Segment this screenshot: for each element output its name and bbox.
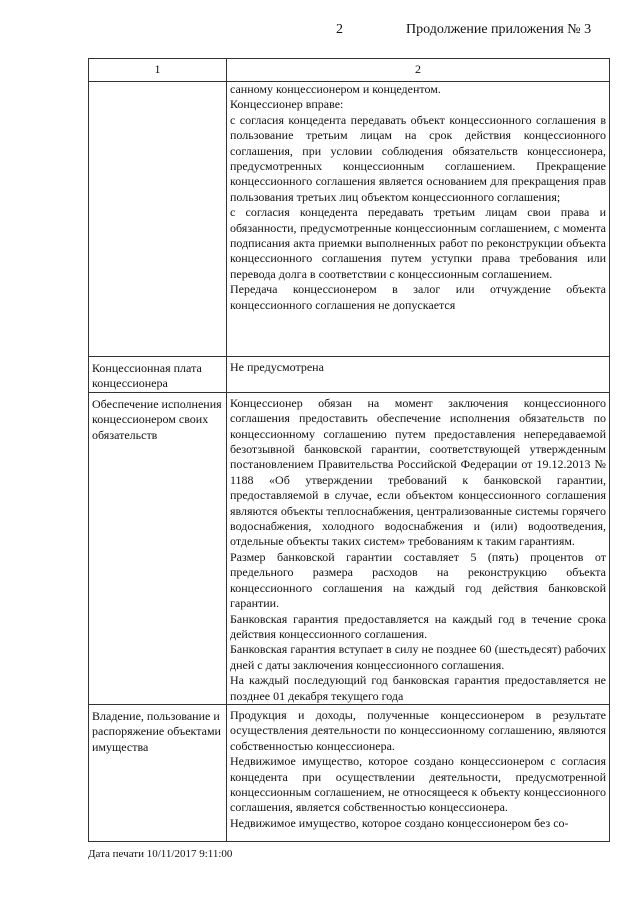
row-label: Обеспечение исполнения концессионером своих обязательств xyxy=(89,392,227,704)
table-row xyxy=(89,704,610,841)
print-date: Дата печати 10/11/2017 9:11:00 xyxy=(88,848,233,860)
paragraph: Не предусмотрена xyxy=(230,360,324,374)
paragraph: Банковская гарантия предоставляется на каждый год в течение срока действия концессионного соглашения. xyxy=(230,611,606,641)
page-number: 2 xyxy=(336,22,343,37)
row-content xyxy=(227,392,610,704)
paragraph: На каждый последующий год банковская гарантия предоставляется не позднее 01 декабря текущего года xyxy=(230,673,606,703)
paragraph: Размер банковской гарантии составляет 5 (пять) процентов от предельного размера расходов на реконструкцию объекта концессионного соглашения на каждый год действия банковской гарантии. xyxy=(230,549,606,611)
paragraph: Продукция и доходы, полученные концессионером в результате осуществления деятельности по концессионному соглашению, являются собственностью концессионера. xyxy=(230,707,606,753)
paragraph: с согласия концедента передавать объект концессионного соглашения в пользование третьим лицам на срок действия концессионного соглашения, при условии соблюдения обязательств концессионера, предусмотренных концессионным соглашением. Прекращение концессионного соглашения является основанием для прекращения прав пользования третьих лиц объектом концессионного соглашения; xyxy=(230,112,606,204)
table-row xyxy=(89,82,610,357)
column-header-1: 1 xyxy=(89,59,227,82)
column-header-2: 2 xyxy=(227,59,610,82)
paragraph: Банковская гарантия вступает в силу не позднее 60 (шестьдесят) рабочих дней с даты заключения концессионного соглашения. xyxy=(230,642,606,672)
paragraph: Концессионер вправе: xyxy=(230,97,344,112)
paragraph: Недвижимое имущество, которое создано концессионером с согласия концедента при осуществлении деятельности, предусмотренной концессионным соглашением, не относящееся к объекту концессионного соглашения, является собственностью концессионера. xyxy=(230,754,606,815)
paragraph: с согласия концедента передавать третьим лицам свои права и обязанности, предусмотренные концессионным соглашением, с момента подписания акта приемки выполненных работ по реконструкции объекта концессионного соглашения путем уступки права требования или перевода долга в соответствии с концессионным соглашением. xyxy=(230,205,606,281)
row-label xyxy=(89,82,227,357)
row-label: Владение, пользование и распоряжение объектами имущества xyxy=(89,704,227,841)
row-label: Концессионная плата концессионера xyxy=(89,357,227,393)
appendix-table xyxy=(88,58,610,842)
appendix-continuation-title: Продолжение приложения № 3 xyxy=(406,22,592,37)
paragraph: Концессионер обязан на момент заключения концессионного соглашения предоставить обеспечение исполнения обязательств по концессионному соглашению путем предоставления непередаваемой безотзывной банковской гарантии, соответствующей утвержденным постановлением Правительства Российской Федерации от 19.12.2013 № 1188 «Об утверждении требований к банковской гарантии, предоставляемой в случае, если объектом концессионного соглашения являются объекты теплоснабжения, централизованные системы горячего водоснабжения, холодного водоснабжения и (или) водоотведения, отдельные объекты таких систем» требованиям к таким гарантиям. xyxy=(230,395,606,549)
row-content xyxy=(227,82,610,357)
paragraph: Передача концессионером в залог или отчуждение объекта концессионного соглашения не допускается xyxy=(230,282,606,312)
paragraph: Недвижимое имущество, которое создано концессионером без со- xyxy=(230,815,569,830)
row-content xyxy=(227,704,610,841)
table-row xyxy=(89,392,610,704)
paragraph: санному концессионером и концедентом. xyxy=(230,82,441,96)
table-header-row xyxy=(89,59,610,82)
row-content xyxy=(227,357,610,393)
table-row xyxy=(89,357,610,393)
